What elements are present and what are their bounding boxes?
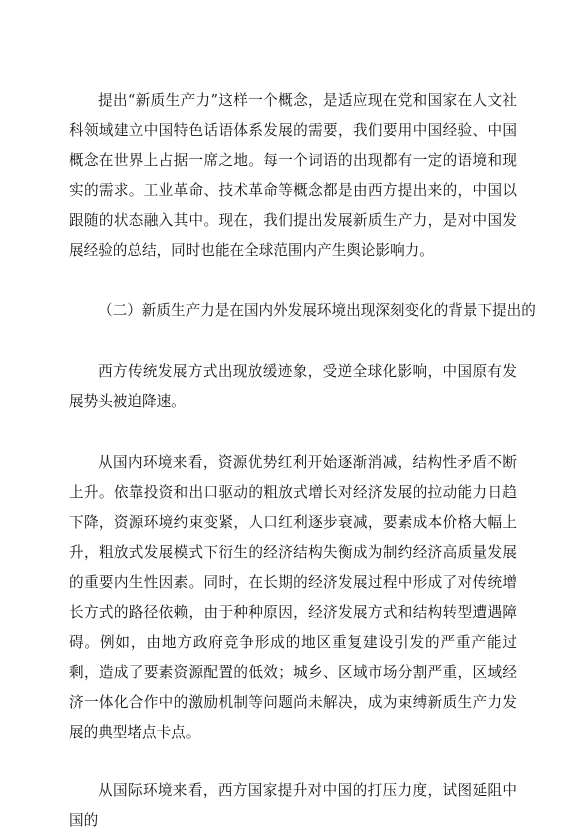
paragraph-intro: 提出“新质生产力”这样一个概念，是适应现在党和国家在人文社科领域建立中国特色话语体系发展的需要，我们要用中国经验、中国概念在世界上占据一席之地。每一个词语的出现都有一定的语境和现实的需求。工业革命、技术革命等概念都是由西方提出来的，中国以跟随的状态融入其中。现在，我们提出发展新质生产力，是对中国发展经验的总结，同时也能在全球范围内产生舆论影响力。	[69, 92, 517, 259]
paragraph-trend: 西方传统发展方式出现放缓迹象，受逆全球化影响，中国原有发展势头被迫降速。	[69, 363, 517, 410]
paragraph-domestic: 从国内环境来看，资源优势红利开始逐渐消减，结构性矛盾不断上升。依靠投资和出口驱动的粗放式增长对经济发展的拉动能力日趋下降，资源环境约束变紧，人口红利逐步衰减，要素成本价格大幅上升，粗放式发展模式下衍生的经济结构失衡成为制约经济高质量发展的重要内生性因素。同时，在长期的经济发展过程中形成了对传统增长方式的路径依赖，由于种种原因，经济发展方式和结构转型遭遇障碍。例如，由地方政府竞争形成的地区重复建设引发的严重产能过剩，造成了要素资源配置的低效；城乡、区域市场分割严重，区域经济一体化合作中的激励机制等问题尚未解决，成为束缚新质生产力发展的典型堵点卡点。	[69, 454, 517, 741]
section-heading-2: （二）新质生产力是在国内外发展环境出现深刻变化的背景下提出的	[98, 302, 536, 319]
paragraph-international: 从国际环境来看，西方国家提升对中国的打压力度，试图延阻中国的	[69, 782, 517, 829]
